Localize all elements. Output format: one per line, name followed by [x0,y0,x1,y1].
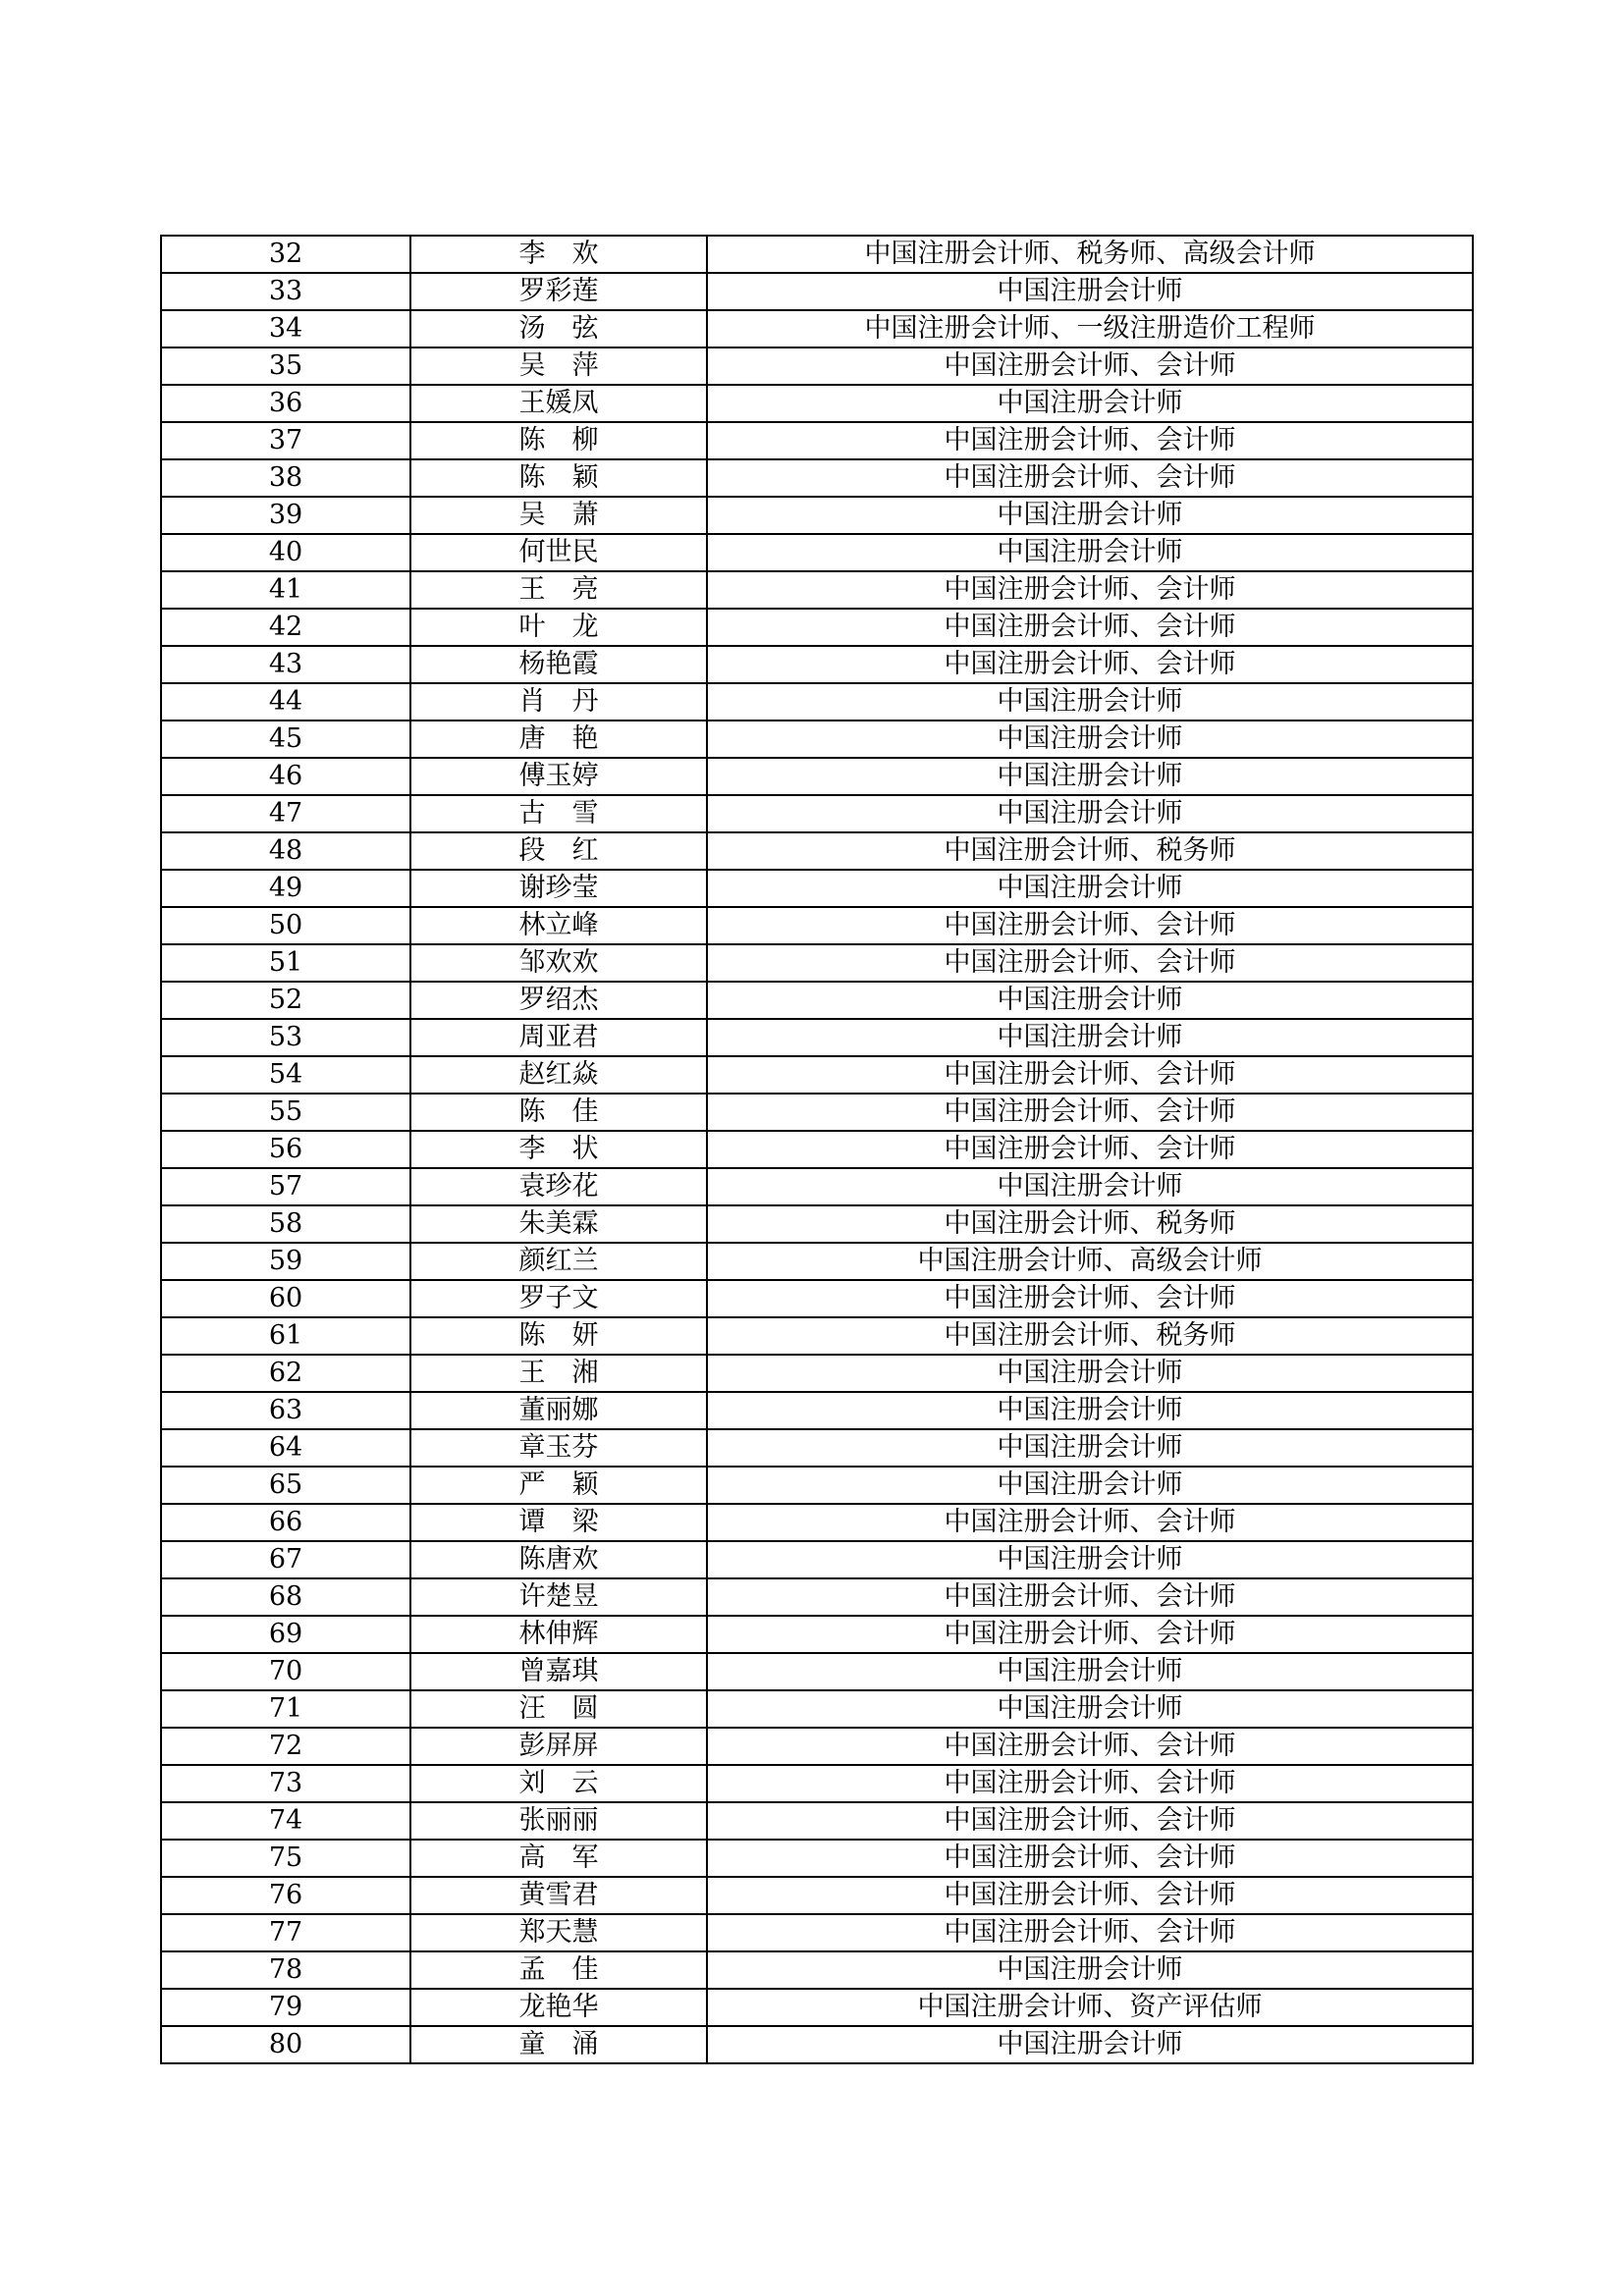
name-cell: 陈 佳 [410,1094,707,1131]
table-row [161,1168,1473,1205]
row-number-cell: 64 [161,1429,410,1467]
row-number-cell: 69 [161,1616,410,1653]
table-row [161,571,1473,609]
name-cell: 陈 颖 [410,459,707,497]
qualification-cell: 中国注册会计师、会计师 [707,609,1473,646]
name-cell: 邹欢欢 [410,944,707,982]
table-row [161,236,1473,273]
qualification-cell: 中国注册会计师、会计师 [707,1802,1473,1840]
table-row [161,1317,1473,1355]
qualification-cell: 中国注册会计师、高级会计师 [707,1243,1473,1280]
qualification-cell: 中国注册会计师、税务师 [707,832,1473,870]
row-number-cell: 55 [161,1094,410,1131]
name-cell: 黄雪君 [410,1877,707,1914]
row-number-cell: 35 [161,347,410,385]
table-row [161,1019,1473,1056]
row-number-cell: 65 [161,1467,410,1504]
table-row [161,1504,1473,1541]
name-cell: 谭 梁 [410,1504,707,1541]
table-row [161,1429,1473,1467]
table-row [161,1951,1473,1989]
row-number-cell: 74 [161,1802,410,1840]
qualification-cell: 中国注册会计师 [707,982,1473,1019]
row-number-cell: 48 [161,832,410,870]
name-cell: 汪 圆 [410,1690,707,1728]
row-number-cell: 47 [161,795,410,832]
row-number-cell: 68 [161,1578,410,1616]
table-row [161,1989,1473,2026]
staff-qualification-table [160,235,1474,2064]
qualification-cell: 中国注册会计师、会计师 [707,1840,1473,1877]
table-row [161,1392,1473,1429]
row-number-cell: 56 [161,1131,410,1168]
qualification-cell: 中国注册会计师、会计师 [707,571,1473,609]
row-number-cell: 53 [161,1019,410,1056]
row-number-cell: 50 [161,907,410,944]
qualification-cell: 中国注册会计师、会计师 [707,1914,1473,1951]
name-cell: 龙艳华 [410,1989,707,2026]
row-number-cell: 54 [161,1056,410,1094]
qualification-cell: 中国注册会计师、会计师 [707,422,1473,459]
qualification-cell: 中国注册会计师 [707,534,1473,571]
name-cell: 章玉芬 [410,1429,707,1467]
name-cell: 陈 妍 [410,1317,707,1355]
row-number-cell: 61 [161,1317,410,1355]
table-row [161,1690,1473,1728]
table-row [161,1765,1473,1802]
row-number-cell: 72 [161,1728,410,1765]
qualification-cell: 中国注册会计师、会计师 [707,1765,1473,1802]
qualification-cell: 中国注册会计师、税务师 [707,1317,1473,1355]
table-row [161,2026,1473,2063]
qualification-cell: 中国注册会计师 [707,721,1473,758]
name-cell: 许楚昱 [410,1578,707,1616]
row-number-cell: 62 [161,1355,410,1392]
qualification-cell: 中国注册会计师、会计师 [707,1056,1473,1094]
qualification-cell: 中国注册会计师、会计师 [707,459,1473,497]
qualification-cell: 中国注册会计师 [707,1951,1473,1989]
qualification-cell: 中国注册会计师 [707,1467,1473,1504]
table-row [161,1205,1473,1243]
qualification-cell: 中国注册会计师 [707,795,1473,832]
name-cell: 古 雪 [410,795,707,832]
table-row [161,721,1473,758]
table-row [161,832,1473,870]
qualification-cell: 中国注册会计师 [707,2026,1473,2063]
name-cell: 陈唐欢 [410,1541,707,1578]
table-row [161,1280,1473,1317]
table-row [161,534,1473,571]
row-number-cell: 38 [161,459,410,497]
name-cell: 董丽娜 [410,1392,707,1429]
qualification-cell: 中国注册会计师、会计师 [707,1578,1473,1616]
row-number-cell: 39 [161,497,410,534]
name-cell: 傅玉婷 [410,758,707,795]
table-row [161,1131,1473,1168]
table-body [161,236,1473,2063]
qualification-cell: 中国注册会计师 [707,1653,1473,1690]
qualification-cell: 中国注册会计师 [707,1541,1473,1578]
qualification-cell: 中国注册会计师 [707,1392,1473,1429]
table-row [161,758,1473,795]
table-row [161,982,1473,1019]
qualification-cell: 中国注册会计师 [707,1168,1473,1205]
name-cell: 林伸辉 [410,1616,707,1653]
row-number-cell: 41 [161,571,410,609]
table-row [161,1914,1473,1951]
row-number-cell: 79 [161,1989,410,2026]
name-cell: 罗绍杰 [410,982,707,1019]
qualification-cell: 中国注册会计师、一级注册造价工程师 [707,310,1473,347]
row-number-cell: 78 [161,1951,410,1989]
table-row [161,347,1473,385]
table-row [161,870,1473,907]
row-number-cell: 51 [161,944,410,982]
table-row [161,1616,1473,1653]
name-cell: 张丽丽 [410,1802,707,1840]
qualification-cell: 中国注册会计师、会计师 [707,1131,1473,1168]
row-number-cell: 58 [161,1205,410,1243]
qualification-cell: 中国注册会计师 [707,870,1473,907]
table-row [161,1653,1473,1690]
name-cell: 罗子文 [410,1280,707,1317]
qualification-cell: 中国注册会计师、会计师 [707,1280,1473,1317]
name-cell: 朱美霖 [410,1205,707,1243]
qualification-cell: 中国注册会计师、会计师 [707,1877,1473,1914]
row-number-cell: 66 [161,1504,410,1541]
row-number-cell: 77 [161,1914,410,1951]
name-cell: 段 红 [410,832,707,870]
table-row [161,683,1473,721]
row-number-cell: 76 [161,1877,410,1914]
table-row [161,1094,1473,1131]
qualification-cell: 中国注册会计师 [707,758,1473,795]
name-cell: 何世民 [410,534,707,571]
row-number-cell: 33 [161,273,410,310]
name-cell: 唐 艳 [410,721,707,758]
row-number-cell: 34 [161,310,410,347]
qualification-cell: 中国注册会计师、会计师 [707,1504,1473,1541]
name-cell: 童 涌 [410,2026,707,2063]
row-number-cell: 71 [161,1690,410,1728]
row-number-cell: 80 [161,2026,410,2063]
row-number-cell: 40 [161,534,410,571]
table-row [161,1728,1473,1765]
qualification-cell: 中国注册会计师 [707,497,1473,534]
table-row [161,1877,1473,1914]
qualification-cell: 中国注册会计师、会计师 [707,1728,1473,1765]
name-cell: 颜红兰 [410,1243,707,1280]
table-row [161,1056,1473,1094]
table-row [161,1467,1473,1504]
table-row [161,422,1473,459]
qualification-cell: 中国注册会计师、会计师 [707,1094,1473,1131]
qualification-cell: 中国注册会计师 [707,1019,1473,1056]
name-cell: 袁珍花 [410,1168,707,1205]
name-cell: 王 亮 [410,571,707,609]
row-number-cell: 59 [161,1243,410,1280]
qualification-cell: 中国注册会计师、会计师 [707,347,1473,385]
name-cell: 刘 云 [410,1765,707,1802]
qualification-cell: 中国注册会计师 [707,1355,1473,1392]
name-cell: 郑天慧 [410,1914,707,1951]
name-cell: 谢珍莹 [410,870,707,907]
table-row [161,609,1473,646]
qualification-cell: 中国注册会计师 [707,1429,1473,1467]
name-cell: 高 军 [410,1840,707,1877]
row-number-cell: 75 [161,1840,410,1877]
qualification-cell: 中国注册会计师、税务师、高级会计师 [707,236,1473,273]
name-cell: 陈 柳 [410,422,707,459]
table-row [161,795,1473,832]
table-row [161,1541,1473,1578]
qualification-cell: 中国注册会计师、税务师 [707,1205,1473,1243]
table-row [161,1802,1473,1840]
row-number-cell: 44 [161,683,410,721]
table-row [161,385,1473,422]
row-number-cell: 60 [161,1280,410,1317]
row-number-cell: 52 [161,982,410,1019]
name-cell: 肖 丹 [410,683,707,721]
table-row [161,1578,1473,1616]
qualification-cell: 中国注册会计师 [707,385,1473,422]
table-row [161,459,1473,497]
table-row [161,944,1473,982]
table-row [161,1243,1473,1280]
table-row [161,497,1473,534]
row-number-cell: 49 [161,870,410,907]
name-cell: 杨艳霞 [410,646,707,683]
name-cell: 孟 佳 [410,1951,707,1989]
name-cell: 罗彩莲 [410,273,707,310]
name-cell: 李 状 [410,1131,707,1168]
name-cell: 王媛凤 [410,385,707,422]
row-number-cell: 67 [161,1541,410,1578]
row-number-cell: 37 [161,422,410,459]
name-cell: 林立峰 [410,907,707,944]
row-number-cell: 57 [161,1168,410,1205]
row-number-cell: 32 [161,236,410,273]
table-row [161,646,1473,683]
name-cell: 吴 萍 [410,347,707,385]
table-row [161,1840,1473,1877]
row-number-cell: 70 [161,1653,410,1690]
name-cell: 汤 弦 [410,310,707,347]
qualification-cell: 中国注册会计师 [707,273,1473,310]
table-row [161,907,1473,944]
table-row [161,273,1473,310]
qualification-cell: 中国注册会计师、会计师 [707,1616,1473,1653]
name-cell: 吴 萧 [410,497,707,534]
name-cell: 王 湘 [410,1355,707,1392]
table-row [161,310,1473,347]
qualification-cell: 中国注册会计师 [707,1690,1473,1728]
row-number-cell: 42 [161,609,410,646]
name-cell: 赵红焱 [410,1056,707,1094]
row-number-cell: 36 [161,385,410,422]
qualification-cell: 中国注册会计师、会计师 [707,907,1473,944]
name-cell: 李 欢 [410,236,707,273]
qualification-cell: 中国注册会计师、会计师 [707,944,1473,982]
name-cell: 曾嘉琪 [410,1653,707,1690]
name-cell: 彭屏屏 [410,1728,707,1765]
row-number-cell: 43 [161,646,410,683]
table-row [161,1355,1473,1392]
row-number-cell: 45 [161,721,410,758]
qualification-cell: 中国注册会计师、资产评估师 [707,1989,1473,2026]
name-cell: 严 颖 [410,1467,707,1504]
qualification-cell: 中国注册会计师、会计师 [707,646,1473,683]
name-cell: 叶 龙 [410,609,707,646]
row-number-cell: 46 [161,758,410,795]
row-number-cell: 63 [161,1392,410,1429]
qualification-cell: 中国注册会计师 [707,683,1473,721]
name-cell: 周亚君 [410,1019,707,1056]
row-number-cell: 73 [161,1765,410,1802]
